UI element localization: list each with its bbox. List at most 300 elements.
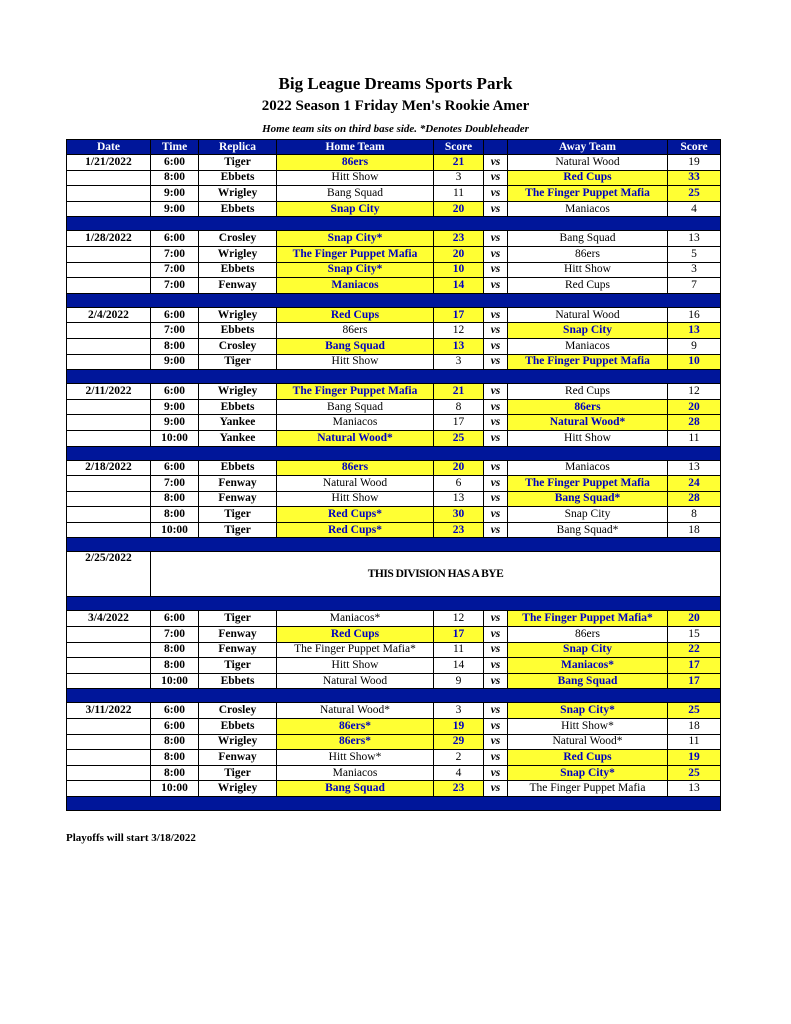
field-name: Fenway (199, 476, 277, 492)
week-separator (67, 293, 721, 307)
game-date (67, 278, 151, 294)
home-score: 6 (434, 476, 484, 492)
col-away-score-header: Score (668, 140, 721, 155)
field-name: Wrigley (199, 781, 277, 797)
vs-label: vs (484, 627, 508, 643)
game-date (67, 658, 151, 674)
vs-label: vs (484, 262, 508, 278)
col-vs-header (484, 140, 508, 155)
away-team: Bang Squad* (508, 491, 668, 507)
game-date (67, 415, 151, 431)
game-time: 8:00 (151, 491, 199, 507)
field-name: Fenway (199, 491, 277, 507)
away-team: Snap City* (508, 765, 668, 781)
game-time: 9:00 (151, 201, 199, 217)
away-team: Bang Squad* (508, 522, 668, 538)
vs-label: vs (484, 338, 508, 354)
home-score: 17 (434, 415, 484, 431)
game-date (67, 507, 151, 523)
playoffs-note: Playoffs will start 3/18/2022 (66, 832, 196, 844)
vs-label: vs (484, 476, 508, 492)
field-name: Ebbets (199, 673, 277, 689)
game-time: 10:00 (151, 430, 199, 446)
game-date (67, 186, 151, 202)
away-score: 25 (668, 765, 721, 781)
vs-label: vs (484, 491, 508, 507)
game-time: 9:00 (151, 186, 199, 202)
game-time: 6:00 (151, 719, 199, 735)
game-date (67, 323, 151, 339)
home-team: Bang Squad (277, 399, 434, 415)
vs-label: vs (484, 781, 508, 797)
home-team: Hitt Show (277, 170, 434, 186)
home-team: Hitt Show (277, 354, 434, 370)
away-score: 9 (668, 338, 721, 354)
game-row (67, 323, 721, 339)
home-team: Maniacos (277, 278, 434, 294)
col-away-team-header: Away Team (508, 140, 668, 155)
field-name: Crosley (199, 231, 277, 247)
away-team: The Finger Puppet Mafia (508, 781, 668, 797)
vs-label: vs (484, 522, 508, 538)
vs-label: vs (484, 354, 508, 370)
week-separator (67, 446, 721, 460)
game-time: 9:00 (151, 354, 199, 370)
home-team: 86ers (277, 323, 434, 339)
separator-bar (67, 797, 721, 811)
away-team: Red Cups (508, 170, 668, 186)
field-name: Yankee (199, 415, 277, 431)
away-score: 7 (668, 278, 721, 294)
field-name: Ebbets (199, 323, 277, 339)
game-date (67, 522, 151, 538)
away-team: The Finger Puppet Mafia (508, 354, 668, 370)
game-row (67, 734, 721, 750)
vs-label: vs (484, 642, 508, 658)
game-row (67, 399, 721, 415)
game-date: 1/21/2022 (67, 155, 151, 171)
home-score: 17 (434, 307, 484, 323)
vs-label: vs (484, 507, 508, 523)
game-date (67, 170, 151, 186)
home-team: 86ers* (277, 734, 434, 750)
home-score: 20 (434, 246, 484, 262)
game-date (67, 491, 151, 507)
vs-label: vs (484, 201, 508, 217)
game-date (67, 338, 151, 354)
away-score: 12 (668, 384, 721, 400)
game-row (67, 476, 721, 492)
home-score: 21 (434, 155, 484, 171)
game-time: 8:00 (151, 750, 199, 766)
game-row (67, 460, 721, 476)
away-team: Maniacos (508, 338, 668, 354)
game-date (67, 201, 151, 217)
away-score: 17 (668, 673, 721, 689)
bye-message: THIS DIVISION HAS A BYE (151, 552, 721, 597)
separator-bar (67, 446, 721, 460)
separator-bar (67, 370, 721, 384)
game-row (67, 658, 721, 674)
home-score: 3 (434, 703, 484, 719)
vs-label: vs (484, 719, 508, 735)
away-score: 13 (668, 323, 721, 339)
field-name: Ebbets (199, 262, 277, 278)
game-date: 3/4/2022 (67, 611, 151, 627)
game-time: 10:00 (151, 781, 199, 797)
vs-label: vs (484, 658, 508, 674)
game-row (67, 415, 721, 431)
vs-label: vs (484, 765, 508, 781)
game-row (67, 384, 721, 400)
home-score: 13 (434, 491, 484, 507)
away-score: 11 (668, 734, 721, 750)
away-score: 11 (668, 430, 721, 446)
game-row (67, 507, 721, 523)
game-row (67, 719, 721, 735)
schedule-body (67, 155, 721, 811)
week-separator (67, 217, 721, 231)
game-row (67, 522, 721, 538)
game-row (67, 155, 721, 171)
vs-label: vs (484, 186, 508, 202)
game-date: 2/25/2022 (67, 552, 151, 597)
home-team: Hitt Show (277, 658, 434, 674)
vs-label: vs (484, 703, 508, 719)
game-date: 2/18/2022 (67, 460, 151, 476)
separator-bar (67, 689, 721, 703)
field-name: Crosley (199, 703, 277, 719)
game-date (67, 750, 151, 766)
away-score: 22 (668, 642, 721, 658)
away-score: 25 (668, 186, 721, 202)
away-score: 17 (668, 658, 721, 674)
field-name: Tiger (199, 507, 277, 523)
home-score: 11 (434, 186, 484, 202)
game-date (67, 642, 151, 658)
game-time: 7:00 (151, 246, 199, 262)
vs-label: vs (484, 430, 508, 446)
game-time: 7:00 (151, 323, 199, 339)
game-row (67, 354, 721, 370)
vs-label: vs (484, 611, 508, 627)
field-name: Ebbets (199, 460, 277, 476)
game-date: 1/28/2022 (67, 231, 151, 247)
away-team: 86ers (508, 627, 668, 643)
col-time-header: Time (151, 140, 199, 155)
vs-label: vs (484, 750, 508, 766)
field-name: Crosley (199, 338, 277, 354)
game-time: 8:00 (151, 765, 199, 781)
home-score: 9 (434, 673, 484, 689)
away-team: Natural Wood (508, 155, 668, 171)
home-team: Red Cups (277, 627, 434, 643)
game-row (67, 338, 721, 354)
home-score: 20 (434, 201, 484, 217)
week-separator (67, 797, 721, 811)
vs-label: vs (484, 384, 508, 400)
home-team: Hitt Show (277, 491, 434, 507)
game-time: 9:00 (151, 399, 199, 415)
season-subtitle: 2022 Season 1 Friday Men's Rookie Amer (261, 98, 530, 114)
game-time: 6:00 (151, 460, 199, 476)
home-score: 2 (434, 750, 484, 766)
home-score: 20 (434, 460, 484, 476)
week-separator (67, 689, 721, 703)
field-name: Tiger (199, 765, 277, 781)
home-team: Natural Wood (277, 476, 434, 492)
vs-label: vs (484, 170, 508, 186)
game-date (67, 781, 151, 797)
bye-row (67, 552, 721, 597)
home-score: 3 (434, 170, 484, 186)
home-team: 86ers (277, 155, 434, 171)
game-time: 7:00 (151, 262, 199, 278)
away-team: Snap City (508, 323, 668, 339)
game-time: 6:00 (151, 703, 199, 719)
away-score: 8 (668, 507, 721, 523)
away-score: 18 (668, 522, 721, 538)
away-team: Hitt Show* (508, 719, 668, 735)
home-team: Bang Squad (277, 186, 434, 202)
away-score: 25 (668, 703, 721, 719)
field-name: Wrigley (199, 384, 277, 400)
col-date-header: Date (67, 140, 151, 155)
game-time: 10:00 (151, 673, 199, 689)
game-date (67, 246, 151, 262)
vs-label: vs (484, 415, 508, 431)
game-time: 8:00 (151, 338, 199, 354)
home-score: 23 (434, 781, 484, 797)
game-row (67, 246, 721, 262)
away-score: 10 (668, 354, 721, 370)
home-team: Red Cups* (277, 522, 434, 538)
home-team: Bang Squad (277, 781, 434, 797)
game-date (67, 719, 151, 735)
game-time: 8:00 (151, 642, 199, 658)
away-team: Natural Wood* (508, 415, 668, 431)
field-name: Yankee (199, 430, 277, 446)
away-score: 28 (668, 491, 721, 507)
home-team: Red Cups* (277, 507, 434, 523)
vs-label: vs (484, 673, 508, 689)
away-team: Snap City* (508, 703, 668, 719)
home-team: The Finger Puppet Mafia* (277, 642, 434, 658)
week-separator (67, 597, 721, 611)
field-name: Fenway (199, 278, 277, 294)
away-score: 5 (668, 246, 721, 262)
away-score: 24 (668, 476, 721, 492)
home-team: The Finger Puppet Mafia (277, 246, 434, 262)
separator-bar (67, 293, 721, 307)
away-score: 20 (668, 399, 721, 415)
game-time: 9:00 (151, 415, 199, 431)
field-name: Ebbets (199, 170, 277, 186)
away-team: Bang Squad (508, 231, 668, 247)
home-score: 11 (434, 642, 484, 658)
header-row (67, 140, 721, 155)
field-name: Ebbets (199, 399, 277, 415)
field-name: Tiger (199, 522, 277, 538)
game-row (67, 750, 721, 766)
home-team: The Finger Puppet Mafia (277, 384, 434, 400)
game-row (67, 765, 721, 781)
away-team: The Finger Puppet Mafia (508, 186, 668, 202)
vs-label: vs (484, 246, 508, 262)
home-score: 14 (434, 658, 484, 674)
home-score: 23 (434, 522, 484, 538)
away-score: 4 (668, 201, 721, 217)
home-team: Maniacos* (277, 611, 434, 627)
col-home-team-header: Home Team (277, 140, 434, 155)
game-row (67, 430, 721, 446)
away-team: 86ers (508, 246, 668, 262)
field-name: Fenway (199, 627, 277, 643)
game-time: 7:00 (151, 476, 199, 492)
home-score: 3 (434, 354, 484, 370)
field-name: Tiger (199, 611, 277, 627)
away-team: The Finger Puppet Mafia (508, 476, 668, 492)
away-team: Snap City (508, 642, 668, 658)
away-team: Hitt Show (508, 262, 668, 278)
away-score: 20 (668, 611, 721, 627)
game-date (67, 354, 151, 370)
game-time: 6:00 (151, 384, 199, 400)
away-team: Maniacos (508, 460, 668, 476)
home-team: 86ers* (277, 719, 434, 735)
game-row (67, 307, 721, 323)
game-row (67, 170, 721, 186)
game-row (67, 703, 721, 719)
away-score: 3 (668, 262, 721, 278)
home-team: Red Cups (277, 307, 434, 323)
home-score: 12 (434, 323, 484, 339)
home-score: 13 (434, 338, 484, 354)
col-home-score-header: Score (434, 140, 484, 155)
game-date (67, 627, 151, 643)
home-score: 21 (434, 384, 484, 400)
separator-bar (67, 538, 721, 552)
away-team: Red Cups (508, 278, 668, 294)
away-team: Maniacos (508, 201, 668, 217)
home-team: Snap City* (277, 262, 434, 278)
game-row (67, 781, 721, 797)
field-name: Wrigley (199, 246, 277, 262)
park-title: Big League Dreams Sports Park (278, 74, 513, 93)
game-time: 6:00 (151, 307, 199, 323)
home-team: Bang Squad (277, 338, 434, 354)
away-team: The Finger Puppet Mafia* (508, 611, 668, 627)
home-score: 19 (434, 719, 484, 735)
game-time: 6:00 (151, 155, 199, 171)
game-row (67, 262, 721, 278)
away-team: Maniacos* (508, 658, 668, 674)
away-score: 15 (668, 627, 721, 643)
home-score: 10 (434, 262, 484, 278)
game-date (67, 734, 151, 750)
away-score: 13 (668, 781, 721, 797)
game-date (67, 399, 151, 415)
game-time: 8:00 (151, 734, 199, 750)
home-team: Natural Wood (277, 673, 434, 689)
game-row (67, 611, 721, 627)
home-score: 4 (434, 765, 484, 781)
game-time: 8:00 (151, 658, 199, 674)
home-team: Snap City* (277, 231, 434, 247)
game-date (67, 765, 151, 781)
away-team: Red Cups (508, 750, 668, 766)
game-time: 8:00 (151, 507, 199, 523)
field-name: Wrigley (199, 186, 277, 202)
separator-bar (67, 217, 721, 231)
away-team: Red Cups (508, 384, 668, 400)
field-name: Ebbets (199, 201, 277, 217)
home-score: 23 (434, 231, 484, 247)
home-team: Natural Wood* (277, 703, 434, 719)
field-name: Wrigley (199, 734, 277, 750)
home-score: 8 (434, 399, 484, 415)
game-row (67, 278, 721, 294)
field-name: Wrigley (199, 307, 277, 323)
away-score: 18 (668, 719, 721, 735)
game-date (67, 430, 151, 446)
away-score: 19 (668, 750, 721, 766)
week-separator (67, 538, 721, 552)
away-score: 13 (668, 460, 721, 476)
vs-label: vs (484, 399, 508, 415)
home-team: Hitt Show* (277, 750, 434, 766)
col-replica-header: Replica (199, 140, 277, 155)
vs-label: vs (484, 307, 508, 323)
home-score: 30 (434, 507, 484, 523)
game-time: 10:00 (151, 522, 199, 538)
field-name: Tiger (199, 658, 277, 674)
game-date: 2/11/2022 (67, 384, 151, 400)
game-row (67, 231, 721, 247)
away-score: 19 (668, 155, 721, 171)
game-date (67, 262, 151, 278)
home-team: Maniacos (277, 765, 434, 781)
home-team: Maniacos (277, 415, 434, 431)
away-score: 16 (668, 307, 721, 323)
away-score: 33 (668, 170, 721, 186)
game-date (67, 673, 151, 689)
away-team: Snap City (508, 507, 668, 523)
field-name: Fenway (199, 750, 277, 766)
away-team: Bang Squad (508, 673, 668, 689)
field-name: Tiger (199, 155, 277, 171)
game-date (67, 476, 151, 492)
field-name: Ebbets (199, 719, 277, 735)
game-date: 2/4/2022 (67, 307, 151, 323)
separator-bar (67, 597, 721, 611)
home-team: 86ers (277, 460, 434, 476)
away-team: 86ers (508, 399, 668, 415)
home-team-note: Home team sits on third base side. *Denotes Doubleheader (262, 123, 529, 135)
game-time: 6:00 (151, 611, 199, 627)
home-team: Natural Wood* (277, 430, 434, 446)
field-name: Tiger (199, 354, 277, 370)
vs-label: vs (484, 460, 508, 476)
away-team: Natural Wood (508, 307, 668, 323)
vs-label: vs (484, 155, 508, 171)
field-name: Fenway (199, 642, 277, 658)
game-row (67, 491, 721, 507)
away-score: 28 (668, 415, 721, 431)
game-time: 7:00 (151, 278, 199, 294)
game-time: 8:00 (151, 170, 199, 186)
away-team: Hitt Show (508, 430, 668, 446)
